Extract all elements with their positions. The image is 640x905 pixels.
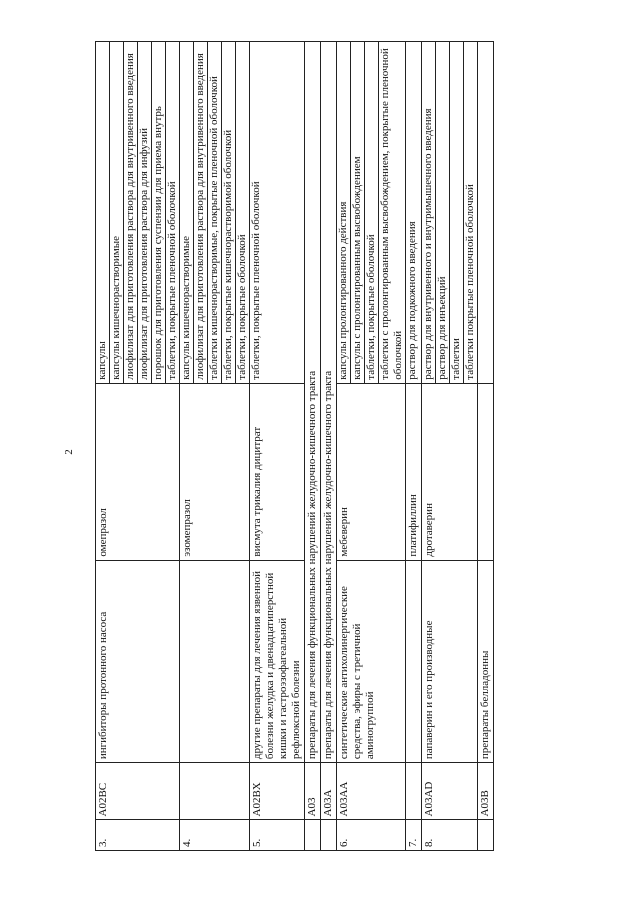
dosage-form-item: капсулы [96,42,110,383]
atc-code: A03AA [337,763,406,820]
dosage-form-item: капсулы пролонгированного действия [337,42,351,383]
drug-name: омепразол [96,383,180,560]
pharmacological-group: синтетические антихолинергические средства, эфиры с третичной аминогруппой [337,560,406,763]
table-row [96,42,180,851]
dosage-form-item: таблетки, покрытые пленочной оболочкой [250,181,262,380]
dosage-forms [422,42,478,384]
page-number: 2 [62,449,75,455]
dosage-form-item: капсулы кишечнорастворимые [110,42,124,383]
atc-code: A03B [478,763,494,820]
table-row [180,42,250,851]
row-number: 5. [250,820,305,851]
pharmacological-group [180,560,250,763]
group-title-span: препараты для лечения функциональных нарушений желудочно-кишечного тракта [321,42,337,763]
pharmacological-group: препараты белладонны [478,560,494,763]
dosage-form-item: капсулы кишечнорастворимые [180,42,194,383]
drug-table [95,41,584,851]
dosage-form-item: лиофилизат для приготовления раствора для внутривенного введения [194,42,208,383]
table-row [406,42,422,851]
rotated-table-viewport [95,41,584,851]
drug-name [478,383,494,560]
dosage-form-item: таблетки, покрытые кишечнорастворимой оболочкой [222,42,236,383]
row-number: 8. [422,820,478,851]
table-row [305,42,321,851]
atc-code [406,763,422,820]
atc-code: A02BC [96,763,180,820]
atc-code: A03 [305,763,321,820]
drug-name: платифиллин [406,383,422,560]
table-row [250,42,305,851]
drug-table-body [96,42,494,851]
dosage-form-item: таблетки, покрытые оболочкой [236,234,248,380]
dosage-form-item: раствор для подкожного введения [406,221,418,380]
atc-code: A03AD [422,763,478,820]
pharmacological-group [406,560,422,763]
group-title-span: препараты для лечения функциональных нарушений желудочно-кишечного тракта [305,42,321,763]
dosage-form-item: лиофилизат для приготовления раствора для инфузий [138,42,152,383]
dosage-forms [406,42,422,384]
pharmacological-group: другие препараты для лечения язвенной болезни желудка и двенадцатиперстной кишки и гастроэзофагеальной рефлюксной болезни [250,560,305,763]
table-row [321,42,337,851]
dosage-form-item: таблетки кишечнорастворимые, покрытые пленочной оболочкой [208,42,222,383]
dosage-forms [337,42,406,384]
dosage-forms [478,42,494,384]
dosage-forms [96,42,180,384]
table-row [337,42,406,851]
dosage-form-item: порошок для приготовления суспензии для приема внутрь [152,42,166,383]
row-number [478,820,494,851]
drug-name: эзомепразол [180,383,250,560]
dosage-form-item: капсулы с пролонгированным высвобождением [351,42,365,383]
drug-name: висмута трикалия дицитрат [250,383,305,560]
pharmacological-group: ингибиторы протонного насоса [96,560,180,763]
dosage-form-item: таблетки [450,42,464,383]
drug-name: дротаверин [422,383,478,560]
dosage-form-item: раствор для внутривенного и внутримышечного введения [422,42,436,383]
atc-code: A03A [321,763,337,820]
table-row [478,42,494,851]
row-number: 3. [96,820,180,851]
dosage-form-item: таблетки, покрытые пленочной оболочкой [166,181,178,380]
pharmacological-group: папаверин и его производные [422,560,478,763]
dosage-form-item: раствор для инъекций [436,42,450,383]
dosage-form-item: таблетки с пролонгированным высвобождением, покрытые пленочной оболочкой [379,48,404,380]
atc-code [180,763,250,820]
row-number: 4. [180,820,250,851]
row-number: 6. [337,820,406,851]
dosage-forms [250,42,305,384]
dosage-form-item: таблетки, покрытые оболочкой [365,42,379,383]
atc-code: A02BX [250,763,305,820]
row-number: 7. [406,820,422,851]
dosage-form-item: лиофилизат для приготовления раствора для внутривенного введения [124,42,138,383]
dosage-form-item: таблетки покрытые пленочной оболочкой [464,184,476,380]
dosage-forms [180,42,250,384]
drug-name: мебеверин [337,383,406,560]
row-number [321,820,337,851]
table-row [422,42,478,851]
row-number [305,820,321,851]
